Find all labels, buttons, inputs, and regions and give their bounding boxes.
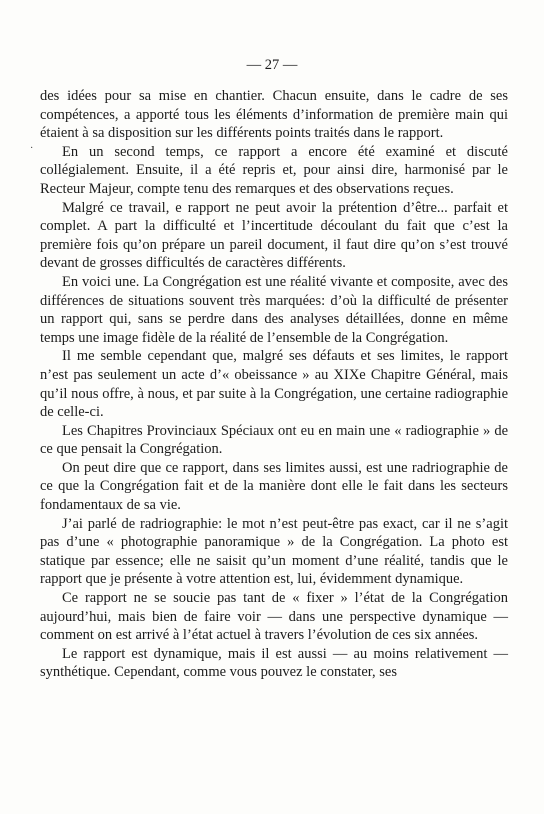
paragraph: Ce rapport ne se soucie pas tant de « fixer » l’état de la Congrégation aujourd’hui, mais bien de faire voir — dans une perspective dynamique — comment on est arrivé à l’état actuel à travers l’évolution de ces six années. bbox=[40, 590, 508, 644]
paragraph: Le rapport est dynamique, mais il est aussi — au moins relativement — synthétique. Cependant, comme vous pouvez le constater, ses bbox=[40, 645, 508, 681]
paragraph: des idées pour sa mise en chantier. Chacun ensuite, dans le cadre de ses compétences, a apporté tous les éléments d’information de première main qui étaient à sa disposition sur les différents points traités dans le rapport. bbox=[40, 88, 508, 142]
stray-mark: · bbox=[30, 143, 34, 154]
paragraph: Il me semble cependant que, malgré ses défauts et ses limites, le rapport n’est pas seulement un acte d’« obeissance » au XIXe Chapitre Général, mais qu’il nous offre, à nous, et par suite à la Congrégation, une certaine radiographie de celle-ci. bbox=[40, 348, 508, 421]
paragraph: Les Chapitres Provinciaux Spéciaux ont eu en main une « radiographie » de ce que pensait la Congrégation. bbox=[40, 422, 508, 458]
paragraph: On peut dire que ce rapport, dans ses limites aussi, est une radriographie de ce que la Congrégation fait et de la manière dont elle le fait dans les secteurs fondamentaux de sa vie. bbox=[40, 459, 508, 514]
body-text bbox=[40, 87, 508, 682]
paragraph: En voici une. La Congrégation est une réalité vivante et composite, avec des différences de situations souvent très marquées: d’où la difficulté de présenter un rapport qui, sans se perdre dans des analyses détaillées, donne en même temps une image fidèle de la réalité de l’ensemble de la Congrégation. bbox=[40, 273, 508, 346]
paragraph: J’ai parlé de radriographie: le mot n’est peut-être pas exact, car il ne s’agit pas d’une « photographie panoramique » de la Congrégation. La photo est statique par essence; elle ne saisit qu’un moment d’une réalité, tandis que le rapport que je présente à votre attention est, lui, évidemment dynamique. bbox=[40, 515, 508, 588]
paragraph: Malgré ce travail, e rapport ne peut avoir la prétention d’être... parfait et complet. A part la difficulté et l’incertitude découlant du fait que c’est la première fois qu’on prépare un pareil document, il faut dire qu’on s’est trouvé devant de grosses difficultés de caractères différents. bbox=[40, 199, 508, 272]
page-number: — 27 — bbox=[246, 57, 298, 73]
paragraph: En un second temps, ce rapport a encore été examiné et discuté collégialement. Ensuite, il a été repris et, pour ainsi dire, harmonisé par le Recteur Majeur, compte tenu des remarques et des observations reçues. bbox=[40, 143, 508, 197]
